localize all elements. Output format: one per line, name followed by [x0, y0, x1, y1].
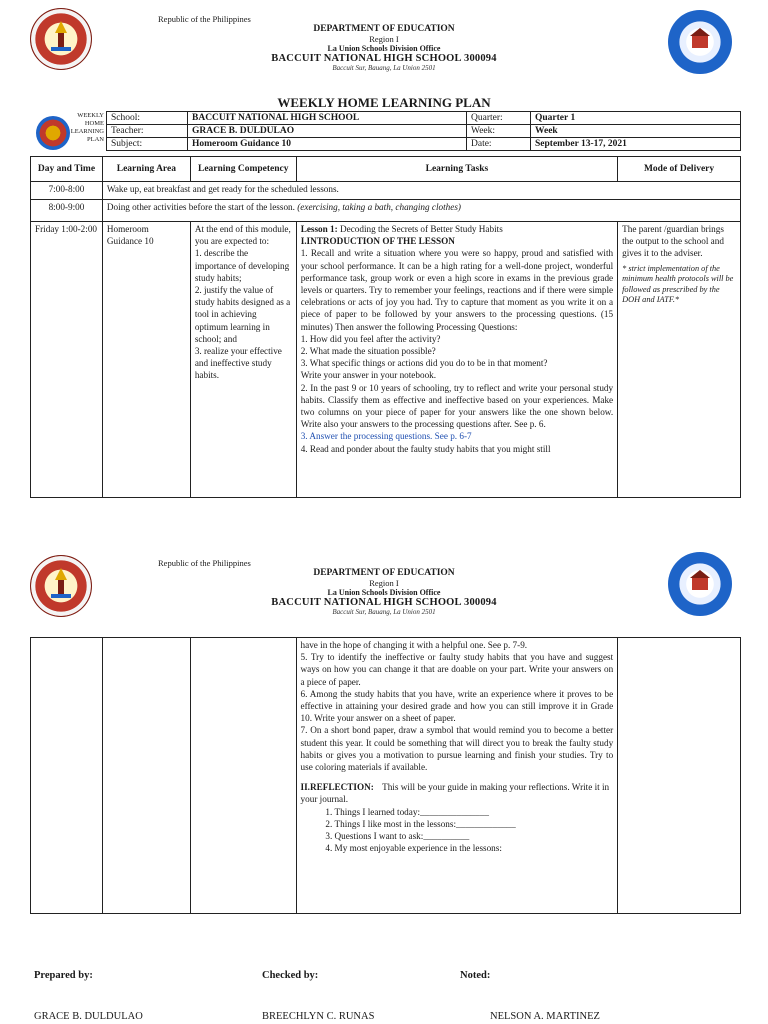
school-address: Baccuit Sur, Bauang, La Union 2501: [332, 64, 436, 72]
delivery-note: * strict implementation of the minimum health protocols will be followed as prescribed by the DOH and IATF.*: [622, 263, 734, 305]
school-seal-right: [668, 10, 732, 74]
reflection-heading: II.REFLECTION:: [300, 782, 374, 793]
checked-label: Checked by:: [262, 970, 319, 981]
row-time: 7:00-8:00: [31, 182, 103, 200]
col-competency: Learning Competency: [190, 157, 296, 182]
region-name: Region I: [369, 578, 399, 588]
plan-logo-word: WEEKLY: [77, 112, 104, 119]
department-name: DEPARTMENT OF EDUCATION: [313, 24, 455, 34]
row-activity-note: (exercising, taking a bath, changing clothes): [297, 202, 461, 212]
department-name: DEPARTMENT OF EDUCATION: [313, 568, 455, 578]
question-item: 2. What made the situation possible?: [300, 346, 436, 357]
subject-label: Subject:: [107, 138, 188, 151]
division-name: La Union Schools Division Office: [327, 588, 441, 597]
reflection-line: [301, 781, 614, 805]
empty-day-cell: [31, 638, 103, 914]
row-time: 8:00-9:00: [31, 200, 103, 222]
task-1: 1. Recall and write a situation where you were so happy, proud and satisfied with your school performance. It can be a high rating for a well-done project, wonderful performance task, group work or even a high score in exams in the previous grade levels or quarters. Try to remember your feelings, reactions and if there were simple celebrations or acts of joy you had. Try to capture that moment as you write it on a piece of paper to be followed by your answers to the processing questions. (15 minutes) Then answer the following Processing Questions:: [300, 248, 614, 332]
table-row: [31, 200, 741, 222]
task-7: 7. On a short bond paper, draw a symbol that would remind you to become a better student this year. It could be something that will direct you to break the faulty study habits or gives you a motivation to pursue learning and finish your studies. Try to use coloring materials if available.: [300, 725, 614, 773]
date-value: September 13-17, 2021: [531, 138, 741, 151]
competency-item: 2. justify the value of study habits designed as a tool in achieving optimum learning in school; and: [194, 285, 291, 344]
delivery-text: The parent /guardian brings the output to the school and gives it to the adviser.: [622, 224, 724, 259]
competency-item: 3. realize your effective and ineffective study habits.: [194, 346, 282, 381]
republic-text-p2: Republic of the Philippines: [158, 558, 251, 568]
date-label: Date:: [467, 138, 531, 151]
col-learning-tasks: Learning Tasks: [296, 157, 617, 182]
competency-intro: At the end of this module, you are expected to:: [194, 224, 291, 247]
subject-value: Homeroom Guidance 10: [188, 138, 467, 151]
task-4-end: have in the hope of changing it with a helpful one. See p. 7-9.: [300, 640, 528, 650]
col-mode-delivery: Mode of Delivery: [618, 157, 741, 182]
col-day-time: Day and Time: [31, 157, 103, 182]
reflection-item: 2. Things I like most in the lessons:_____________: [335, 818, 614, 830]
reflection-item: 1. Things I learned today:_______________: [335, 806, 614, 818]
table-row-continued: [31, 638, 741, 914]
continued-tasks: [296, 638, 618, 914]
week-value: Week: [531, 125, 741, 138]
deped-seal-left-p2: [30, 555, 92, 617]
prepared-label: Prepared by:: [34, 970, 93, 981]
lesson-title: Decoding the Secrets of Better Study Habits: [340, 224, 503, 234]
table-header-row: [31, 157, 741, 182]
main-competency: [190, 222, 296, 498]
col-learning-area: Learning Area: [102, 157, 190, 182]
main-day: Friday 1:00-2:00: [31, 222, 103, 498]
table-row: [31, 182, 741, 200]
school-address: Baccuit Sur, Bauang, La Union 2501: [332, 608, 436, 616]
row-activity: Wake up, eat breakfast and get ready for the scheduled lessons.: [102, 182, 740, 200]
row-activity-text: Doing other activities before the start of the lesson.: [106, 202, 295, 212]
task-4-start: 4. Read and ponder about the faulty study habits that you might still: [300, 443, 551, 454]
table-row-main: [31, 222, 741, 498]
spacer: [301, 773, 614, 781]
task-3: 3. Answer the processing questions. See p. 6-7: [300, 431, 472, 442]
reflection-text: This will be your guide in making your reflections. Write it in your journal.: [300, 782, 610, 805]
main-tasks: [296, 222, 617, 498]
division-name: La Union Schools Division Office: [327, 44, 441, 53]
task-5: 5. Try to identify the ineffective or faulty study habits that you have and suggest ways on how you can change it that are doable on your part. Write your answers on a piece of paper.: [300, 652, 614, 687]
question-item: 1. How did you feel after the activity?: [300, 333, 441, 344]
lesson-line: [301, 223, 613, 235]
notebook-note: Write your answer in your notebook.: [300, 370, 437, 381]
republic-text: Republic of the Philippines: [158, 14, 251, 24]
learning-plan-table: [30, 156, 741, 498]
quarter-value: Quarter 1: [531, 112, 741, 125]
noted-name: NELSON A. MARTINEZ: [490, 1011, 600, 1022]
plan-title: WEEKLY HOME LEARNING PLAN: [277, 95, 491, 110]
plan-logo-text: [66, 112, 104, 144]
row-activity: [102, 200, 740, 222]
empty-area-cell: [102, 638, 190, 914]
noted-label: Noted:: [460, 970, 491, 981]
plan-logo-word: HOME: [84, 120, 104, 127]
page1-letterhead: [234, 24, 534, 72]
reflection-item: 4. My most enjoyable experience in the lessons:: [335, 842, 614, 854]
empty-competency-cell: [190, 638, 296, 914]
plan-logo: [36, 116, 70, 150]
quarter-label: Quarter:: [467, 112, 531, 125]
page2-letterhead: [234, 568, 534, 616]
region-name: Region I: [369, 34, 399, 44]
school-label: School:: [107, 112, 188, 125]
teacher-value: GRACE B. DULDULAO: [188, 125, 467, 138]
task-6: 6. Among the study habits that you have, write an experience where it proves to be effective in attaining your desired grade and how you can still improve it in Grade 10. Write your answer on a sheet of paper.: [300, 688, 614, 724]
school-value: BACCUIT NATIONAL HIGH SCHOOL: [188, 112, 467, 125]
school-name: BACCUIT NATIONAL HIGH SCHOOL 300094: [271, 597, 497, 608]
school-building-icon: [668, 10, 732, 74]
lesson-label: Lesson 1:: [300, 224, 338, 234]
intro-heading: I.INTRODUCTION OF THE LESSON: [300, 236, 455, 247]
torch-icon: [31, 9, 91, 69]
main-delivery: [618, 222, 741, 498]
competency-item: 1. describe the importance of developing study habits;: [194, 248, 290, 283]
prepared-name: GRACE B. DULDULAO: [34, 1011, 143, 1022]
info-table: [106, 111, 741, 151]
week-label: Week:: [467, 125, 531, 138]
checked-name: BREECHLYN C. RUNAS: [262, 1011, 375, 1022]
reflection-item: 3. Questions I want to ask:__________: [335, 830, 614, 842]
reflection-list: [301, 806, 614, 855]
plan-logo-word: LEARNING: [70, 128, 104, 135]
main-area: Homeroom Guidance 10: [102, 222, 190, 498]
empty-delivery-cell: [618, 638, 741, 914]
teacher-label: Teacher:: [107, 125, 188, 138]
task-2: 2. In the past 9 or 10 years of schooling, try to reflect and write your personal study habits. Classify them as effective and ineffective based on your experiences. Make two columns on your piece of paper for your answers like the one shown below. Write also your answers to the processing questions after. See p. 6.: [300, 382, 614, 430]
learning-plan-table-continued: [30, 637, 741, 914]
torch-icon: [31, 556, 91, 616]
school-name: BACCUIT NATIONAL HIGH SCHOOL 300094: [271, 53, 497, 64]
school-seal-right-p2: [668, 552, 732, 616]
deped-seal-left: [30, 8, 92, 70]
school-building-icon: [668, 552, 732, 616]
plan-logo-word: PLAN: [87, 136, 104, 143]
question-item: 3. What specific things or actions did you do to be in that moment?: [300, 358, 548, 369]
